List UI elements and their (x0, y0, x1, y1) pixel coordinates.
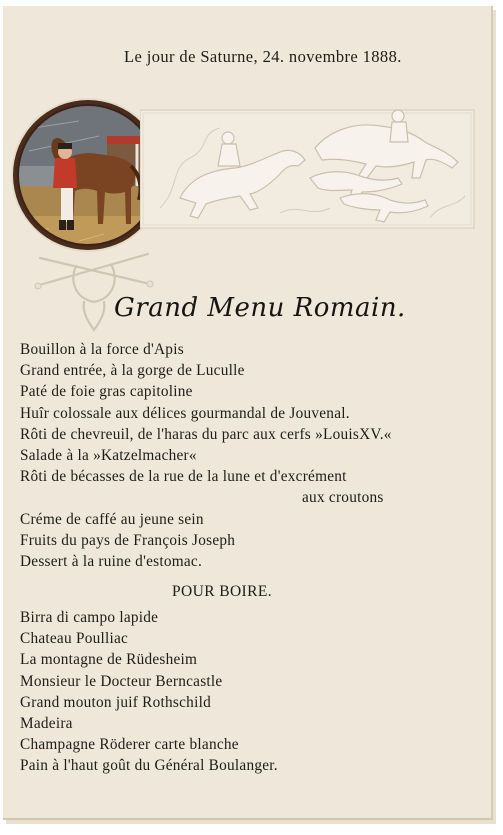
menu-item: Rôti de bécasses de la rue de la lune et d'excrément (20, 468, 347, 486)
menu-item: Paté de foie gras capitoline (20, 383, 193, 401)
drink-item: Pain à l'haut goût du Général Boulanger. (20, 757, 278, 775)
drinks-heading: POUR BOIRE. (172, 583, 272, 600)
menu-item: Grand entrée, à la gorge de Luculle (20, 362, 245, 380)
drink-item: Grand mouton juif Rothschild (20, 693, 211, 711)
drink-item: La montagne de Rüdesheim (20, 651, 198, 669)
drink-item: Chateau Poulliac (20, 630, 129, 648)
menu-items-list (20, 339, 460, 572)
drink-item: Champagne Röderer carte blanche (20, 736, 239, 754)
drink-item: Monsieur le Docteur Berncastle (20, 672, 223, 690)
menu-item: Créme de caffé au jeune sein (20, 510, 204, 528)
menu-title: Grand Menu Romain. (114, 293, 406, 323)
menu-item: Dessert à la ruine d'estomac. (20, 552, 203, 570)
menu-item: Salade à la »Katzelmacher« (20, 446, 197, 464)
menu-item: Rôti de chevreuil, de l'haras du parc aux cerfs »LouisXV.« (20, 425, 392, 443)
date-line: Le jour de Saturne, 24. novembre 1888. (124, 47, 402, 66)
menu-item: Bouillon à la force d'Apis (20, 341, 184, 358)
menu-item: Huîr colossale aux délices gourmandal de Jouvenal. (20, 404, 350, 422)
embossed-hunt-relief-icon (140, 108, 476, 232)
drink-item: Madeira (20, 714, 73, 732)
menu-item: Fruits du pays de François Joseph (20, 531, 236, 549)
menu-item-continuation: aux croutons (302, 489, 384, 507)
drink-item: Birra di campo lapide (20, 609, 159, 626)
drinks-list (20, 607, 460, 777)
